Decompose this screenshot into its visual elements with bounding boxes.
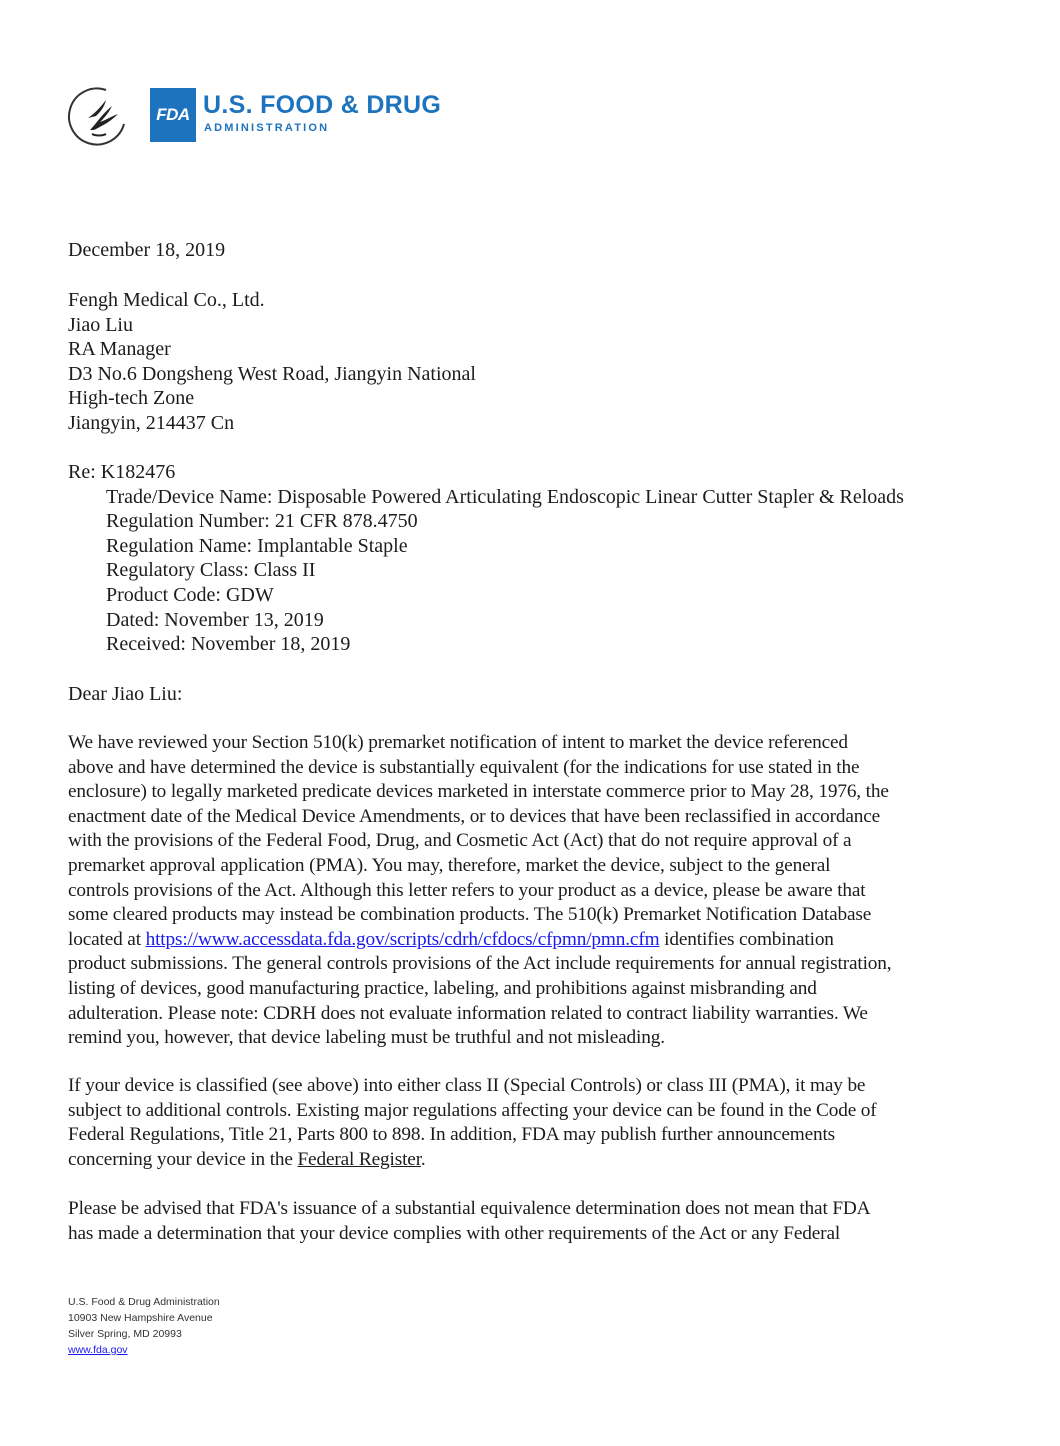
paragraph-line (68, 1148, 1008, 1173)
paragraph-line: controls provisions of the Act. Although this letter refers to your product as a device, please be aware that (68, 879, 866, 901)
reference-detail: Dated: November 13, 2019 (106, 608, 324, 631)
recipient-line: Fengh Medical Co., Ltd. (68, 289, 265, 311)
reference-detail: Received: November 18, 2019 (106, 633, 351, 656)
link-prefix: located at (68, 928, 146, 950)
body-paragraph-1 (68, 731, 1008, 1051)
reference-detail: Regulatory Class: Class II (106, 559, 316, 582)
paragraph-line: remind you, however, that device labeling must be truthful and not misleading. (68, 1027, 665, 1049)
paragraph-line: listing of devices, good manufacturing practice, labeling, and prohibitions against misbranding and (68, 977, 817, 999)
recipient-line: D3 No.6 Dongsheng West Road, Jiangyin National (68, 362, 476, 385)
recipient-line: RA Manager (68, 338, 171, 361)
paragraph-line-with-link (68, 928, 1008, 953)
paragraph-line: product submissions. The general controls provisions of the Act include requirements for annual registration, (68, 953, 892, 975)
paragraph-line: subject to additional controls. Existing major regulations affecting your device can be found in the Code of (68, 1099, 877, 1121)
salutation (68, 682, 1008, 707)
letter-date (68, 238, 1008, 263)
paragraph-line: Federal Regulations, Title 21, Parts 800 to 898. In addition, FDA may publish further announcements (68, 1124, 836, 1146)
footer-line: U.S. Food & Drug Administration (68, 1296, 220, 1308)
fda-logo-box: FDA (150, 88, 196, 142)
paragraph-line: Please be advised that FDA's issuance of a substantial equivalence determination does not mean that FDA (68, 1198, 871, 1219)
federal-register-prefix: concerning your device in the (68, 1148, 298, 1170)
paragraph-line: adulteration. Please note: CDRH does not evaluate information related to contract liability warranties. We (68, 1002, 868, 1024)
recipient-line: Jiao Liu (68, 313, 133, 336)
reference-detail: Product Code: GDW (106, 583, 274, 606)
hhs-eagle-seal-icon (66, 84, 130, 148)
federal-register-suffix: . (420, 1148, 426, 1170)
reference-block (68, 460, 1008, 657)
paragraph-line: some cleared products may instead be combination products. The 510(k) Premarket Notification Database (68, 904, 872, 926)
recipient-line: High-tech Zone (68, 387, 195, 410)
body-paragraph-2 (68, 1074, 1008, 1172)
fda-website-link[interactable]: www.fda.gov (68, 1344, 128, 1356)
paragraph-line: enactment date of the Medical Device Amendments, or to devices that have been reclassified in accordance (68, 805, 881, 827)
paragraph-line: We have reviewed your Section 510(k) premarket notification of intent to market the device referenced (68, 732, 848, 753)
paragraph-line: premarket approval application (PMA). You may, therefore, market the device, subject to the general (68, 854, 831, 876)
federal-register-text: Federal Register (297, 1148, 421, 1170)
recipient-line: Jiangyin, 214437 Cn (68, 411, 235, 434)
paragraph-line: enclosure) to legally marketed predicate devices marketed in interstate commerce prior to May 28, 1976, the (68, 781, 889, 803)
salutation-text: Dear Jiao Liu: (68, 683, 183, 705)
reference-number: Re: K182476 (68, 461, 176, 483)
footer-line: 10903 New Hampshire Avenue (68, 1312, 213, 1324)
date-text: December 18, 2019 (68, 239, 226, 261)
agency-name: U.S. FOOD & DRUG (203, 91, 442, 119)
letter-footer (68, 1294, 220, 1358)
recipient-address (68, 288, 1008, 436)
reference-detail: Trade/Device Name: Disposable Powered Articulating Endoscopic Linear Cutter Stapler & Reloads (106, 485, 904, 508)
footer-line: Silver Spring, MD 20993 (68, 1328, 182, 1340)
paragraph-line: with the provisions of the Federal Food, Drug, and Cosmetic Act (Act) that do not require approval of a (68, 830, 852, 852)
paragraph-line: has made a determination that your device complies with other requirements of the Act or any Federal (68, 1222, 841, 1244)
reference-detail: Regulation Number: 21 CFR 878.4750 (106, 510, 418, 533)
link-suffix: identifies combination (659, 928, 834, 950)
reference-detail: Regulation Name: Implantable Staple (106, 534, 408, 557)
paragraph-line: above and have determined the device is substantially equivalent (for the indications for use stated in the (68, 756, 860, 778)
agency-subtitle: ADMINISTRATION (204, 122, 330, 134)
body-paragraph-3 (68, 1197, 1008, 1246)
pmn-database-link[interactable]: https://www.accessdata.fda.gov/scripts/cdrh/cfdocs/cfpmn/pmn.cfm (145, 928, 660, 950)
paragraph-line: If your device is classified (see above) into either class II (Special Controls) or class III (PMA), it may be (68, 1075, 866, 1096)
